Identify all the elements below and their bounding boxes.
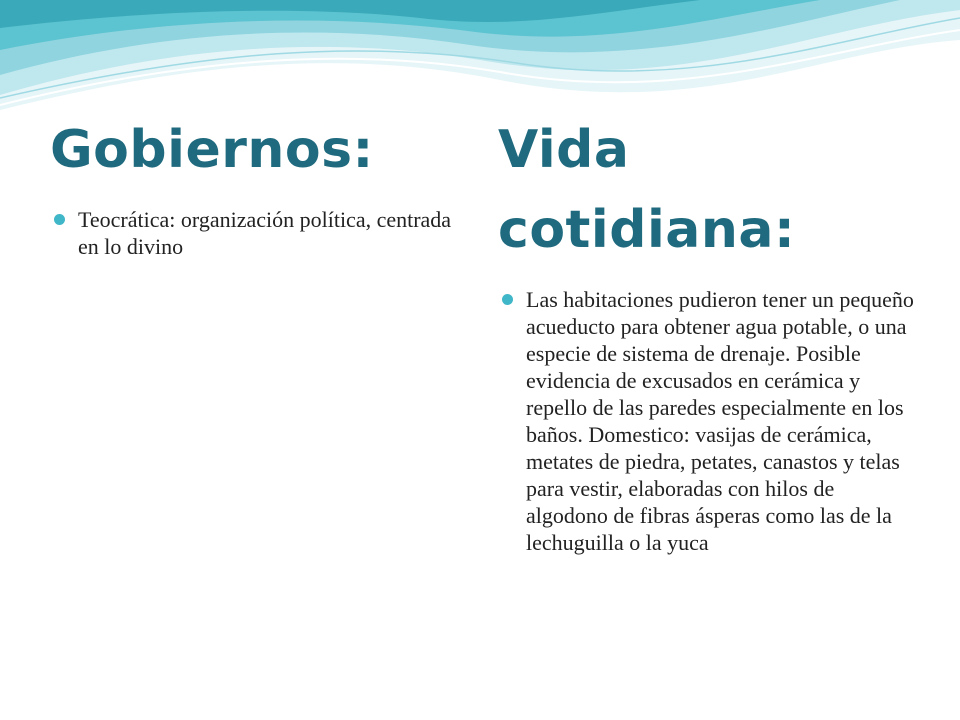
bullet-text: Teocrática: organización política, centrada en lo divino (78, 207, 452, 259)
list-item (498, 286, 918, 556)
left-heading: Gobiernos: (50, 120, 374, 180)
list-item (50, 206, 470, 260)
right-bullet-list (498, 286, 918, 556)
right-heading: Vida cotidiana: (498, 120, 796, 260)
right-column (498, 110, 918, 556)
bullet-dot-icon (502, 294, 513, 305)
bullet-text: Las habitaciones pudieron tener un pequeño acueducto para obtener agua potable, o una especie de sistema de drenaje. Posible evidencia de excusados en cerámica y repello de las paredes especialmente en los baños. Domestico: vasijas de cerámica, metates de piedra, petates, canastos y telas para vestir, elaboradas con hilos de algodono de fibras ásperas como las de la lechuguilla o la yuca (526, 287, 914, 555)
left-column (50, 110, 470, 260)
left-bullet-list (50, 206, 470, 260)
bullet-dot-icon (54, 214, 65, 225)
